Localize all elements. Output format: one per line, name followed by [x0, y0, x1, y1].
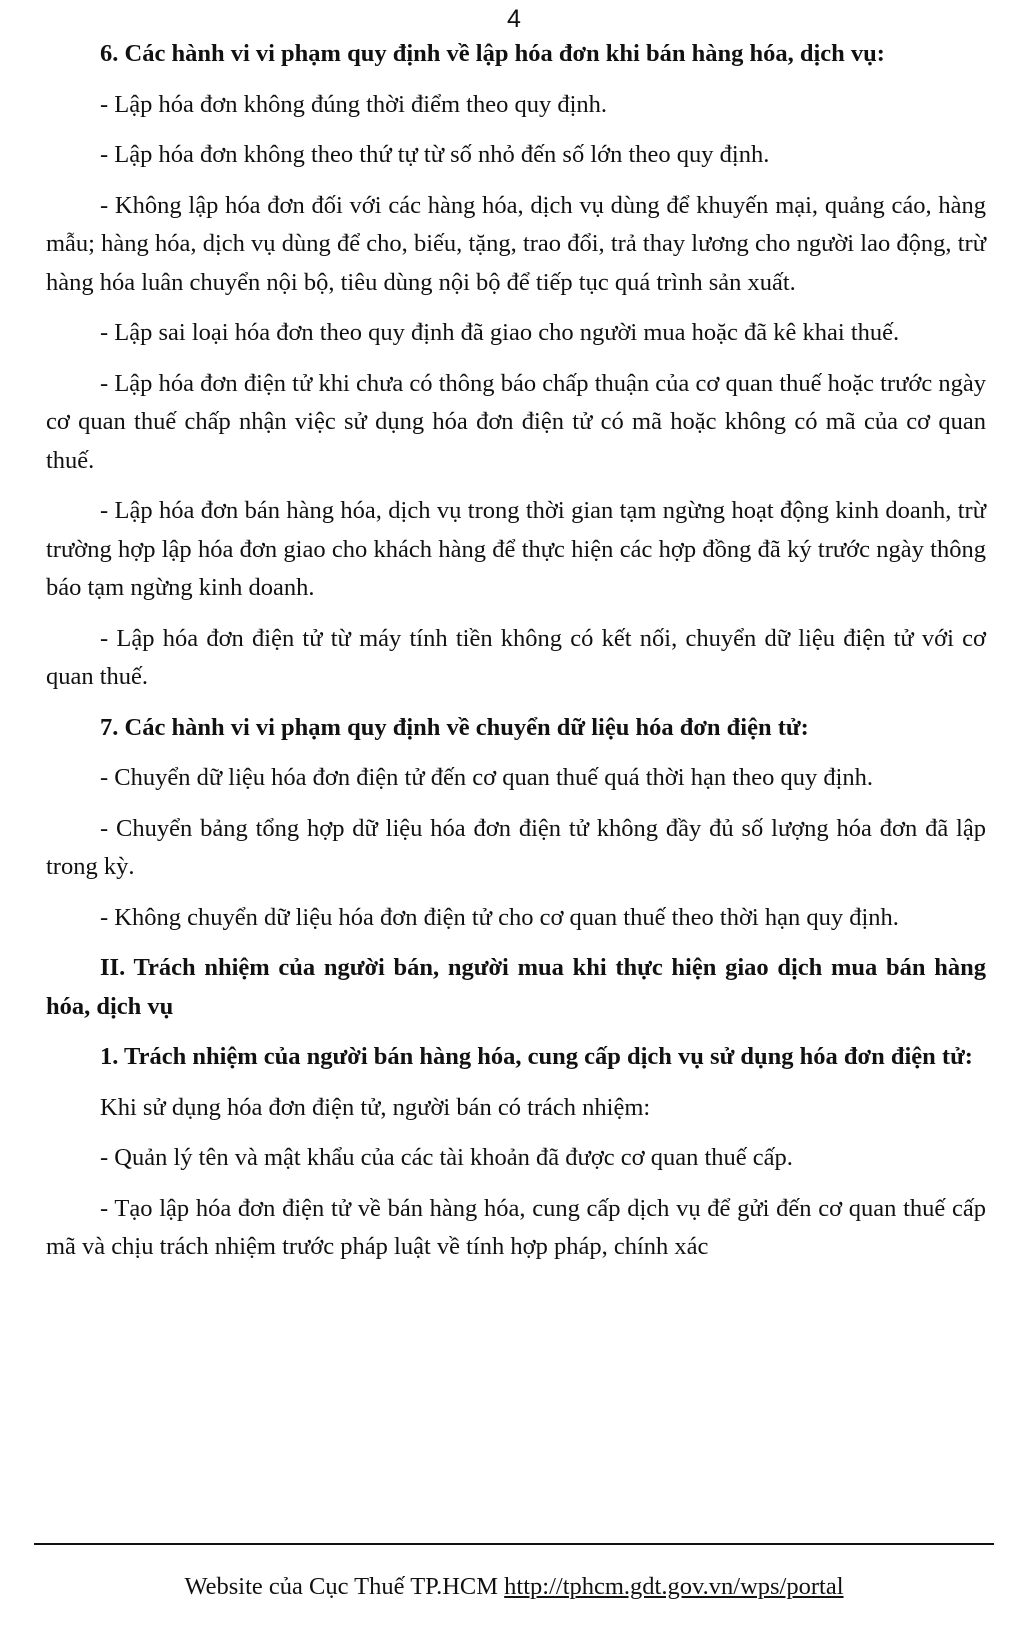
paragraph: - Không chuyển dữ liệu hóa đơn điện tử cho cơ quan thuế theo thời hạn quy định.: [100, 903, 899, 931]
page-number: 4: [507, 5, 521, 33]
paragraph: - Chuyển dữ liệu hóa đơn điện tử đến cơ quan thuế quá thời hạn theo quy định.: [100, 764, 874, 791]
page-footer: [0, 1572, 1028, 1602]
section-7-heading: 7. Các hành vi vi phạm quy định về chuyển dữ liệu hóa đơn điện tử:: [100, 713, 809, 741]
paragraph: - Chuyển bảng tổng hợp dữ liệu hóa đơn điện tử không đầy đủ số lượng hóa đơn đã lập trong kỳ.: [46, 814, 986, 880]
footer-divider: [34, 1543, 994, 1545]
paragraph: - Lập hóa đơn không theo thứ tự từ số nhỏ đến số lớn theo quy định.: [100, 141, 770, 168]
footer-website-link[interactable]: http://tphcm.gdt.gov.vn/wps/portal: [504, 1573, 844, 1600]
paragraph: - Lập sai loại hóa đơn theo quy định đã giao cho người mua hoặc đã kê khai thuế.: [100, 319, 900, 346]
document-body: [46, 35, 986, 1279]
paragraph: - Lập hóa đơn điện tử khi chưa có thông báo chấp thuận của cơ quan thuế hoặc trước ngày cơ quan thuế chấp nhận việc sử dụng hóa đơn điện tử có mã hoặc không có mã của cơ quan thuế.: [46, 369, 986, 474]
paragraph: - Lập hóa đơn bán hàng hóa, dịch vụ trong thời gian tạm ngừng hoạt động kinh doanh, trừ trường hợp lập hóa đơn giao cho khách hàng để thực hiện các hợp đồng đã ký trước ngày thông báo tạm ngừng kinh doanh.: [46, 497, 986, 601]
footer-label: Website của Cục Thuế TP.HCM: [184, 1573, 499, 1600]
paragraph: - Không lập hóa đơn đối với các hàng hóa, dịch vụ dùng để khuyến mại, quảng cáo, hàng mẫu; hàng hóa, dịch vụ dùng để cho, biếu, tặng, trao đổi, trả thay lương cho người lao động, trừ hàng hóa luân chuyển nội bộ, tiêu dùng nội bộ để tiếp tục quá trình sản xuất.: [46, 191, 986, 296]
part-II-heading: II. Trách nhiệm của người bán, người mua khi thực hiện giao dịch mua bán hàng hóa, dịch vụ: [46, 954, 986, 1020]
subsection-1-heading: 1. Trách nhiệm của người bán hàng hóa, cung cấp dịch vụ sử dụng hóa đơn điện tử:: [100, 1043, 973, 1070]
paragraph: Khi sử dụng hóa đơn điện tử, người bán có trách nhiệm:: [100, 1093, 651, 1121]
section-6-heading: 6. Các hành vi vi phạm quy định về lập hóa đơn khi bán hàng hóa, dịch vụ:: [100, 40, 885, 67]
paragraph: - Lập hóa đơn không đúng thời điểm theo quy định.: [100, 90, 607, 118]
paragraph: - Quản lý tên và mật khẩu của các tài khoản đã được cơ quan thuế cấp.: [100, 1144, 793, 1171]
paragraph: - Tạo lập hóa đơn điện tử về bán hàng hóa, cung cấp dịch vụ để gửi đến cơ quan thuế cấp mã và chịu trách nhiệm trước pháp luật về tính hợp pháp, chính xác: [46, 1194, 986, 1260]
paragraph: - Lập hóa đơn điện tử từ máy tính tiền không có kết nối, chuyển dữ liệu điện tử với cơ quan thuế.: [46, 624, 986, 690]
